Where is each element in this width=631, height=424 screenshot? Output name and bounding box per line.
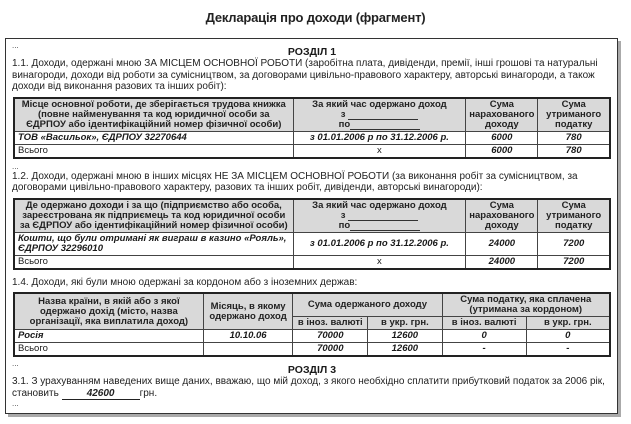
ellipsis: ... (12, 161, 19, 171)
header-country: Назва країни, в якій або з якої одержано дохід (місто, назва організації, яка виплатила доход) (14, 293, 203, 330)
paragraph-3-1: 3.1. З урахуванням наведених вище даних, вважаю, що мій доход, з якого необхідно сплатити прибутковий податок за 2006 рік, становить 42600 грн. (12, 376, 605, 399)
section-1-heading: РОЗДІЛ 1 (287, 46, 337, 58)
header-accrued: Сума нарахованого доходу (466, 199, 538, 233)
header-withheld: Сума утриманого податку (538, 98, 610, 132)
document-title: Декларація про доходи (фрагмент) (205, 10, 426, 25)
table-foreign-income (13, 292, 611, 357)
paragraph-1-1: 1.1. Доходи, одержані мною ЗА МІСЦЕМ ОСНОВНОЇ РОБОТИ (заробітна плата, дивіденди, премії, інші грошові та натуральні винагороди, доходи від роботи за сумісництвом, за договорами цивільно-правового характеру, авторські винагороди, а також доходи від виконання разових та інших робіт): (12, 58, 598, 92)
header-period: За який час одержано доход з по (293, 98, 466, 132)
table-row: Кошти, що були отримані як виграш в казино «Рояль», ЄДРПОУ 32296010 з 01.01.2006 р по 31.12.2006 р. 24000 7200 (14, 232, 610, 255)
income-amount: 42600 (62, 388, 140, 401)
header-month: Місяць, в якому одержано доход (203, 293, 293, 330)
ellipsis: ... (12, 41, 19, 50)
declaration-frame (5, 38, 618, 414)
total-row: Всього 70000 12600 - - (14, 343, 610, 357)
header-income-uah: в укр. грн. (368, 317, 442, 330)
header-income: Сума одержаного доходу (293, 293, 442, 317)
paragraph-1-2: 1.2. Доходи, одержані мною в інших місцях НЕ ЗА МІСЦЕМ ОСНОВНОЇ РОБОТИ (за виконання робіт за сумісництвом, за договорами цивільно-правового характеру, разових та інших робіт, дивіденди, авторські винагороди): (12, 170, 578, 193)
header-accrued: Сума нарахованого доходу (466, 98, 538, 132)
header-place: Місце основної роботи, де зберігається трудова книжка (повне найменування та код юридичної особи за ЄДРПОУ або ідентифікаційний номер фізичної особи) (14, 98, 293, 132)
ellipsis: ... (12, 359, 19, 368)
total-row: Всього х 24000 7200 (14, 255, 610, 269)
header-withheld: Сума утриманого податку (538, 199, 610, 233)
header-income-foreign: в іноз. валюті (293, 317, 368, 330)
section-3-heading: РОЗДІЛ 3 (287, 364, 337, 376)
table-main-work-income (13, 97, 611, 159)
total-row: Всього х 6000 780 (14, 144, 610, 158)
header-tax-uah: в укр. грн. (526, 317, 610, 330)
table-row: Росія 10.10.06 70000 12600 0 0 (14, 330, 610, 343)
header-tax-foreign: в іноз. валюті (442, 317, 526, 330)
header-place: Де одержано доходи і за що (підприємство або особа, зареєстрована як підприємець та код юридичної особи за ЄДРПОУ або ідентифікаційний номер фізичної особи) (14, 199, 293, 233)
table-row: ТОВ «Васильок», ЄДРПОУ 32270644 з 01.01.2006 р по 31.12.2006 р. 6000 780 (14, 131, 610, 144)
table-other-income (13, 198, 611, 270)
header-period: За який час одержано доход з по (293, 199, 466, 233)
header-tax: Сума податку, яка сплачена (утримана за кордоном) (442, 293, 610, 317)
paragraph-1-4: 1.4. Доходи, які були мною одержані за кордоном або з іноземних держав: (12, 276, 358, 288)
ellipsis: ... (12, 399, 19, 408)
